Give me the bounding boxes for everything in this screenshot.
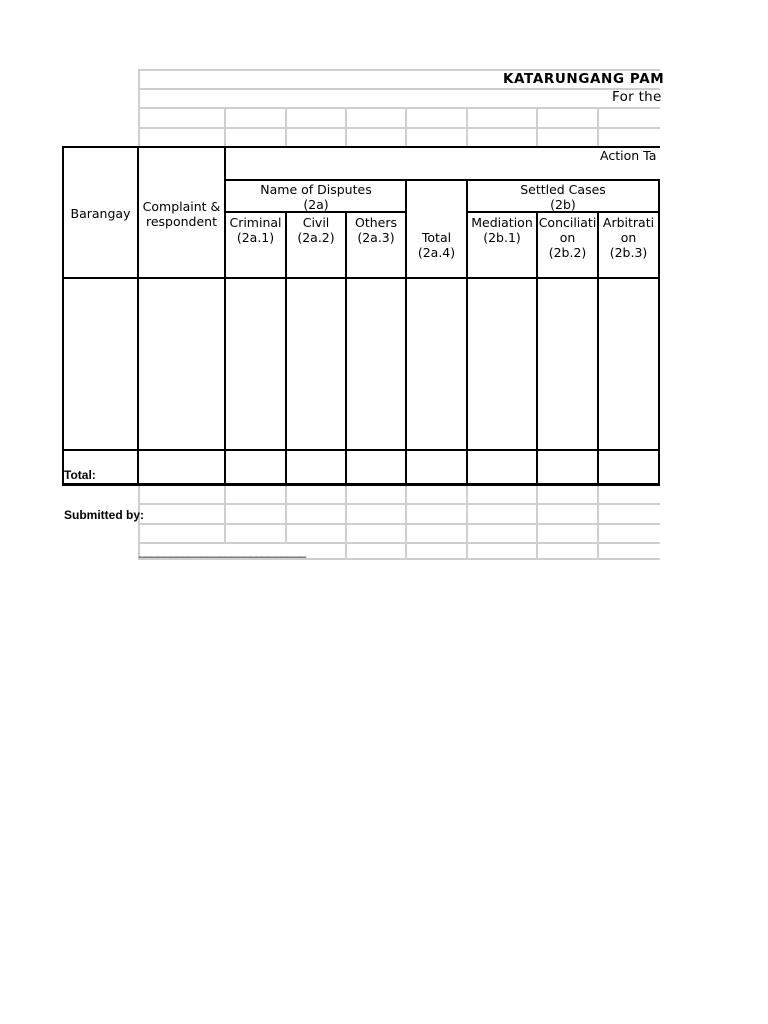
- col-civil-label: Civil: [302, 215, 330, 230]
- col-total-code: (2a.4): [417, 245, 456, 260]
- col-total-label: Total: [421, 230, 452, 245]
- col-line: [405, 179, 407, 486]
- col-civil-code: (2a.2): [297, 230, 335, 245]
- col-complaint-label-2: respondent: [145, 214, 218, 229]
- col-criminal-code: (2a.1): [236, 230, 275, 245]
- gridline: [405, 485, 407, 560]
- signature-line: ___________________________: [139, 544, 306, 558]
- gridline: [597, 485, 599, 560]
- col-mediation-code: (2b.1): [483, 230, 521, 245]
- col-others-label: Others: [354, 215, 397, 230]
- gridline: [345, 485, 347, 560]
- col-arbitration-label-1: Arbitrati: [602, 215, 655, 230]
- gridline: [536, 107, 538, 147]
- gridline: [224, 107, 226, 147]
- col-arbitration-label-2: on: [620, 230, 637, 245]
- table-border-top: [62, 146, 660, 148]
- gridline: [285, 485, 287, 543]
- report-subtitle: For the: [612, 89, 662, 105]
- col-line: [285, 211, 287, 486]
- group-disputes-label-2: (2a): [303, 197, 329, 212]
- gridline: [139, 127, 660, 129]
- group-divider-top: [225, 179, 660, 181]
- col-line: [658, 179, 660, 486]
- col-conciliation-label-2: on: [559, 230, 576, 245]
- group-settled-label-1: Settled Cases: [520, 182, 606, 197]
- col-line: [137, 146, 139, 486]
- col-criminal-label: Criminal: [229, 215, 282, 230]
- row-divider-total: [62, 449, 660, 451]
- col-line: [345, 211, 347, 486]
- gridline: [224, 485, 226, 543]
- report-title: KATARUNGANG PAM: [503, 71, 665, 87]
- gridline: [139, 107, 660, 109]
- col-conciliation-label-1: Conciliati: [538, 215, 597, 230]
- gridline: [139, 523, 660, 525]
- group-action-label: Action Ta: [600, 148, 657, 163]
- col-conciliation-code: (2b.2): [548, 245, 587, 260]
- col-barangay-label: Barangay: [70, 206, 131, 221]
- gridline: [466, 485, 468, 560]
- total-label: Total:: [64, 468, 96, 482]
- table-border-left: [62, 146, 64, 486]
- gridline: [139, 503, 660, 505]
- submitted-by-label: Submitted by:: [64, 508, 144, 522]
- gridline: [138, 69, 140, 147]
- table-border-bottom: [62, 483, 660, 486]
- gridline: [536, 485, 538, 560]
- gridline: [285, 107, 287, 147]
- group-disputes-label-1: Name of Disputes: [260, 182, 372, 197]
- gridline: [405, 107, 407, 147]
- gridline: [597, 107, 599, 147]
- col-arbitration-code: (2b.3): [609, 245, 648, 260]
- gridline: [466, 107, 468, 147]
- col-others-code: (2a.3): [357, 230, 395, 245]
- col-complaint-label-1: Complaint &: [142, 199, 221, 214]
- gridline: [345, 107, 347, 147]
- gridline: [139, 88, 660, 90]
- row-divider-header: [62, 277, 660, 279]
- group-settled-label-2: (2b): [550, 197, 576, 212]
- col-mediation-label: Mediation: [471, 215, 533, 230]
